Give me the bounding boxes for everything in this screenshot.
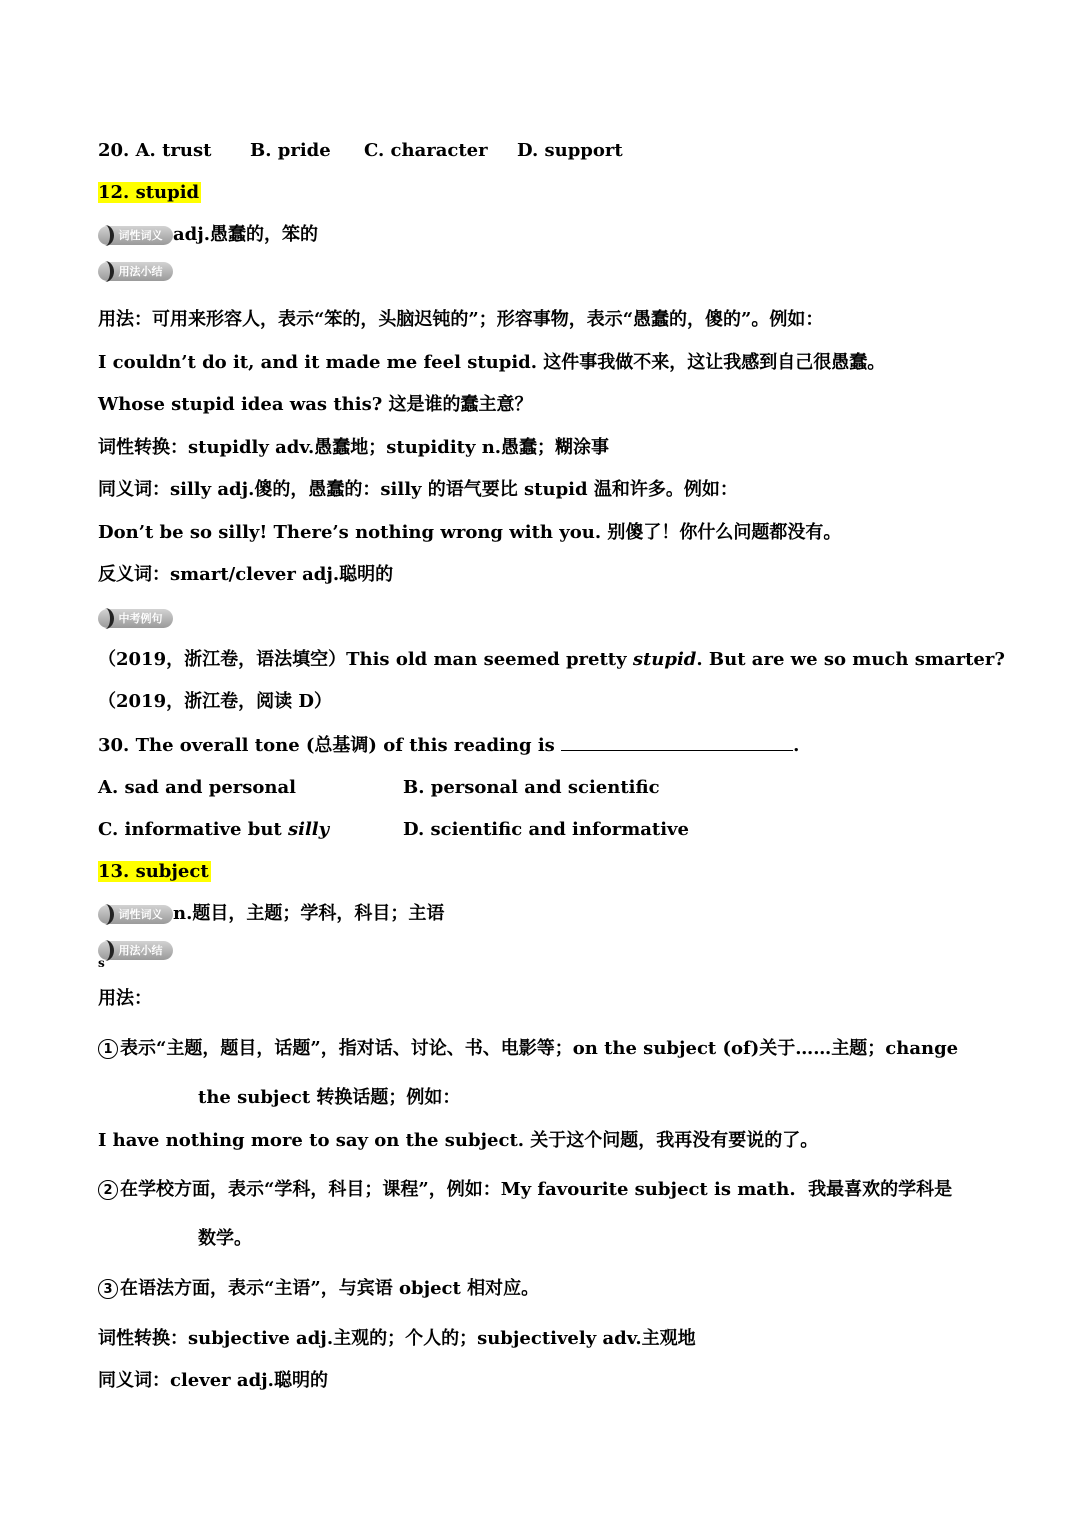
question-30-end: . — [793, 735, 800, 756]
word-13-title — [98, 859, 211, 885]
usage-item-text: 表示“主题，题目，话题”，指对话、讨论、书、电影等；on the subject (of)关于……主题；change — [120, 1038, 959, 1059]
exam-example-text: （2019，浙江卷，语法填空）This old man seemed pretty — [98, 649, 633, 670]
stray-mark: s — [98, 956, 105, 970]
meaning-badge: 词性词义 — [98, 905, 173, 924]
example-sentence: I couldn’t do it, and it made me feel stupid. 这件事我做不来，这让我感到自己很愚蠢。 — [98, 352, 886, 373]
number-circle: 1 — [98, 1039, 118, 1059]
question-30-text: 30. The overall tone (总基调) of this reading is — [98, 735, 562, 756]
usage-text: 用法：可用来形容人，表示“笨的，头脑迟钝的”；形容事物，表示“愚蠢的，傻的”。例如： — [98, 309, 824, 330]
word-12-title — [98, 180, 201, 206]
usage-item-2-cont: 数学。 — [198, 1228, 252, 1249]
question-30-options-row2 — [98, 817, 689, 843]
number-circle: 2 — [98, 1180, 118, 1200]
answer-blank — [561, 732, 793, 751]
option-d: D. scientific and informative — [403, 819, 689, 840]
usage-item-3 — [98, 1276, 539, 1302]
question-30 — [98, 732, 799, 759]
exam-badge-row — [98, 605, 173, 631]
meaning-text: n.题目，主题；学科，科目；主语 — [173, 903, 445, 924]
word-13-meaning — [98, 901, 444, 927]
exam-source: （2019，浙江卷，阅读 D） — [98, 691, 332, 712]
usage-item-text: 在语法方面，表示“主语”，与宾语 object 相对应。 — [120, 1278, 540, 1299]
number-circle: 3 — [98, 1279, 118, 1299]
word-12-meaning — [98, 222, 318, 248]
usage-badge: 用法小结 — [98, 262, 173, 281]
usage-item-1 — [98, 1036, 958, 1062]
word-title-highlight: 12. stupid — [98, 182, 200, 203]
meaning-badge: 词性词义 — [98, 226, 173, 245]
antonym-line: 反义词：smart/clever adj.聪明的 — [98, 564, 394, 585]
question-30-options-row1 — [98, 775, 660, 801]
word-conversion: 词性转换：stupidly adv.愚蠢地；stupidity n.愚蠢；糊涂事 — [98, 437, 610, 458]
option-c: C. character — [364, 140, 488, 161]
word-12-usage-badge-row — [98, 258, 173, 284]
question-20-options — [98, 138, 623, 164]
option-b: B. pride — [250, 140, 331, 161]
exam-example — [98, 647, 1005, 673]
option-c: C. informative but silly — [98, 819, 330, 840]
example-sentence: Whose stupid idea was this? 这是谁的蠢主意？ — [98, 394, 533, 415]
exam-example-text-end: . But are we so much smarter? — [696, 649, 1005, 670]
word-conversion: 词性转换：subjective adj.主观的；个人的；subjectively adv.主观地 — [98, 1328, 696, 1349]
usage-item-text: 在学校方面，表示“学科，科目；课程”，例如：My favourite subject is math. 我最喜欢的学科是 — [120, 1179, 953, 1200]
exam-example-word: stupid — [632, 649, 697, 670]
usage-item-1-cont: the subject 转换话题；例如： — [198, 1087, 461, 1108]
example-sentence: I have nothing more to say on the subject. 关于这个问题，我再没有要说的了。 — [98, 1130, 819, 1151]
word-title-highlight: 13. subject — [98, 861, 209, 882]
exam-badge: 中考例句 — [98, 609, 173, 628]
meaning-text: adj.愚蠢的，笨的 — [173, 224, 319, 245]
example-sentence: Don’t be so silly! There’s nothing wrong with you. 别傻了！你什么问题都没有。 — [98, 522, 842, 543]
option-a: A. sad and personal — [98, 777, 296, 798]
option-d: D. support — [517, 140, 623, 161]
synonym-line: 同义词：clever adj.聪明的 — [98, 1370, 328, 1391]
option-a: 20. A. trust — [98, 140, 212, 161]
synonym-line: 同义词：silly adj.傻的，愚蠢的：silly 的语气要比 stupid 温和许多。例如： — [98, 479, 738, 500]
usage-item-2 — [98, 1177, 952, 1203]
usage-badge: 用法小结 — [98, 941, 173, 960]
word-13-usage-badge-row — [98, 937, 173, 963]
option-b: B. personal and scientific — [403, 777, 660, 798]
usage-text: 用法： — [98, 988, 152, 1009]
